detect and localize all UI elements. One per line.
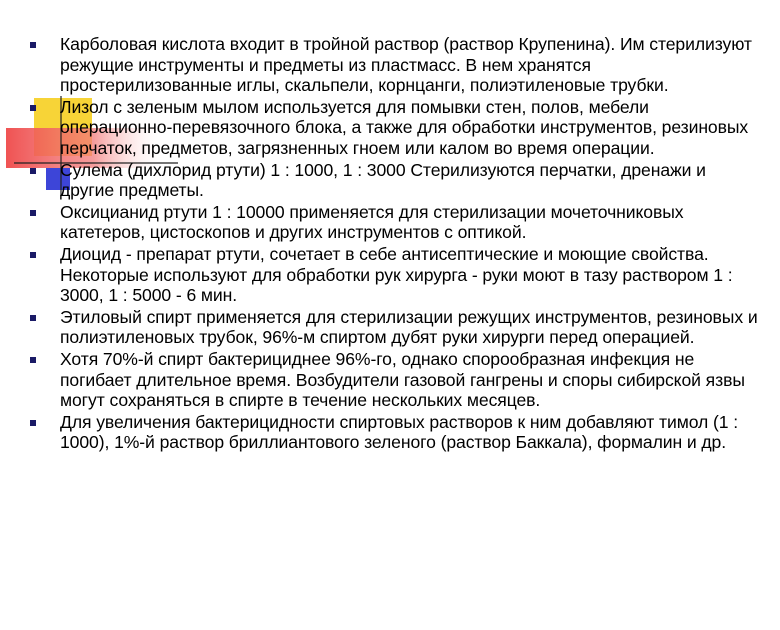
list-item [20, 307, 760, 348]
list-item-text: Диоцид - препарат ртути, сочетает в себе антисептические и моющие свойства. Некоторые используют для обработки рук хирурга - руки моют в тазу раствором 1 : 3000, 1 : 5000 - 6 мин. [60, 243, 733, 306]
list-item [20, 97, 760, 159]
list-item-text: Лизол с зеленым мылом используется для помывки стен, полов, мебели операционно-перевязочного блока, а также для обработки инструментов, резиновых перчаток, предметов, загрязненных гноем или калом во время операции. [60, 96, 749, 158]
square-bullet-icon [30, 168, 36, 174]
list-item [20, 244, 760, 306]
list-item [20, 160, 760, 201]
list-item [20, 412, 760, 453]
bullet-list [20, 34, 760, 454]
list-item-text: Карболовая кислота входит в тройной раствор (раствор Крупенина). Им стерилизуют режущие инструменты и предметы из пластмасс. В нем хранятся простерилизованные иглы, скальпели, корнцанги, полиэтиленовые трубки. [60, 34, 752, 96]
list-item-text: Сулема (дихлорид ртути) 1 : 1000, 1 : 3000 Стерилизуются перчатки, дренажи и другие предметы. [60, 159, 706, 201]
list-item [20, 34, 760, 96]
square-bullet-icon [30, 105, 36, 111]
square-bullet-icon [30, 315, 36, 321]
list-item-text: Хотя 70%-й спирт бактерициднее 96%-го, однако спорообразная инфекция не погибает длительное время. Возбудители газовой гангрены и споры сибирской язвы могут сохраняться в спирте в течение нескольких месяцев. [60, 348, 745, 411]
square-bullet-icon [30, 210, 36, 216]
list-item-text: Этиловый спирт применяется для стерилизации режущих инструментов, резиновых и полиэтиленовых трубок, 96%-м спиртом дубят руки хирурги перед операцией. [60, 306, 758, 348]
square-bullet-icon [30, 42, 36, 48]
square-bullet-icon [30, 357, 36, 363]
list-item-text: Оксицианид ртути 1 : 10000 применяется для стерилизации мочеточниковых катетеров, цистоскопов и других инструментов с оптикой. [60, 201, 684, 243]
square-bullet-icon [30, 252, 36, 258]
list-item-text: Для увеличения бактерицидности спиртовых растворов к ним добавляют тимол (1 : 1000), 1%-й раствор бриллиантового зеленого (раствор Баккала), формалин и др. [60, 411, 739, 453]
list-item [20, 349, 760, 411]
square-bullet-icon [30, 420, 36, 426]
list-item [20, 202, 760, 243]
